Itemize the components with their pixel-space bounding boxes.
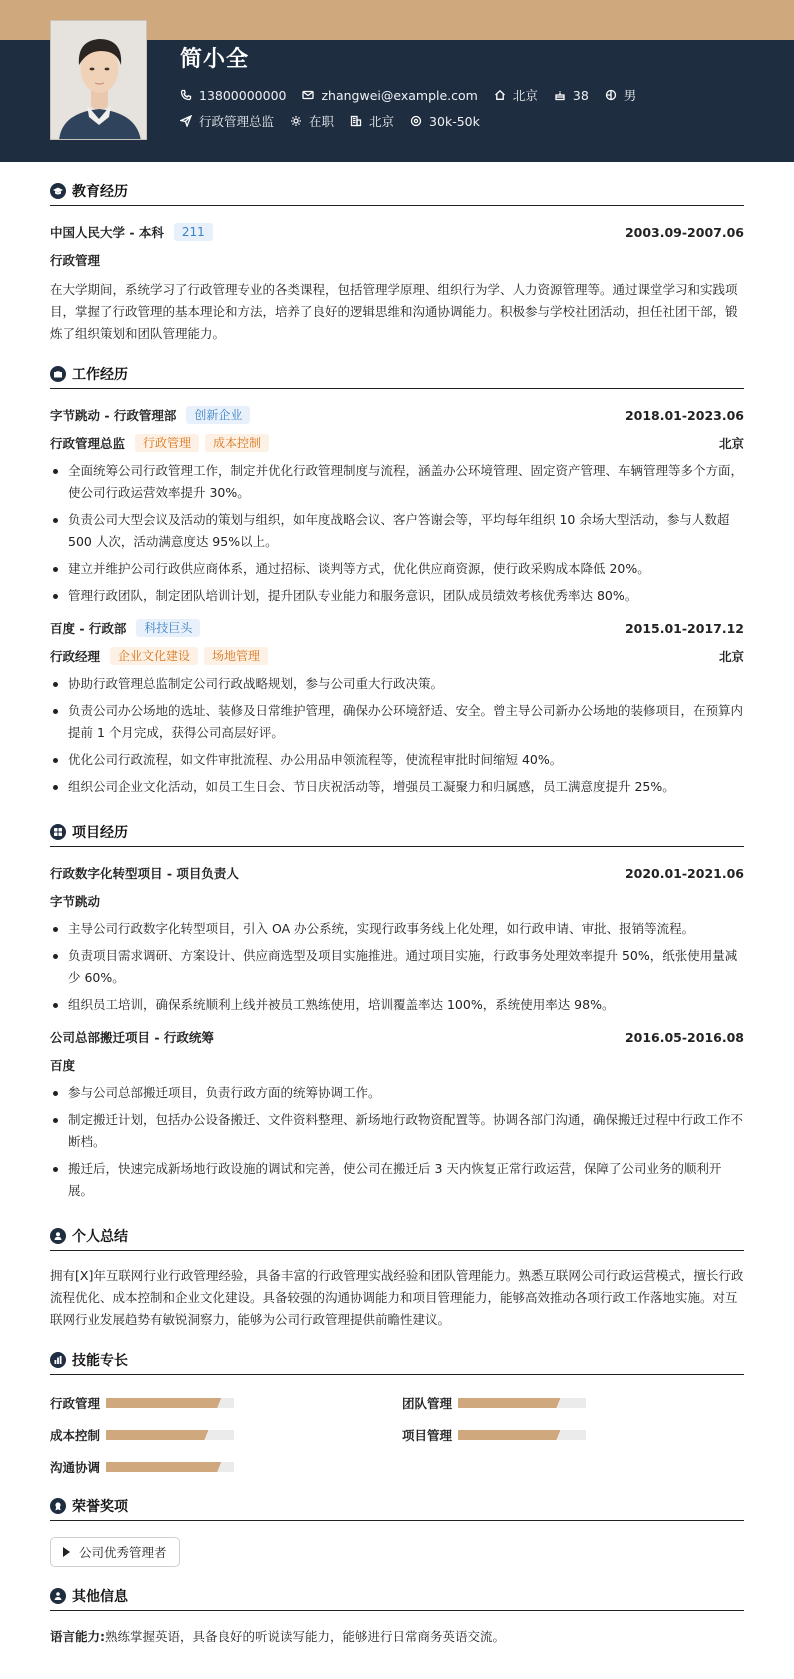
user-icon xyxy=(50,1228,66,1244)
skill-item: 沟通协调 xyxy=(50,1457,402,1477)
skill-item: 行政管理 xyxy=(50,1393,402,1413)
project-entry-1 xyxy=(50,1028,744,1202)
project-org: 字节跳动 xyxy=(50,894,101,909)
skill-bar-fill xyxy=(106,1462,221,1472)
city-text: 北京 xyxy=(512,88,538,103)
project-bullets xyxy=(50,1082,744,1202)
school-tag: 211 xyxy=(174,223,213,241)
list-item: 组织员工培训，确保系统顺利上线并被员工熟练使用，培训覆盖率达 100%，系统使用率达 98%。 xyxy=(50,994,744,1016)
company-name: 百度 - 行政部 xyxy=(50,621,127,636)
other-section-title: 其他信息 xyxy=(50,1567,744,1611)
send-icon xyxy=(180,115,192,127)
list-item: 搬迁后，快速完成新场地行政设施的调试和完善，使公司在搬迁后 3 天内恢复正常行政运营，保障了公司业务的顺利开展。 xyxy=(50,1158,744,1202)
list-item: 优化公司行政流程，如文件审批流程、办公用品申领流程等，使流程审批时间缩短 40%。 xyxy=(50,749,744,771)
list-item: 管理行政团队，制定团队培训计划，提升团队专业能力和服务意识，团队成员绩效考核优秀率达 80%。 xyxy=(50,585,744,607)
summary-text: 拥有[X]年互联网行业行政管理经验，具备丰富的行政管理实战经验和团队管理能力。熟悉互联网公司行政运营模式，擅长行政流程优化、成本控制和企业文化建设。具备较强的沟通协调能力和项目管理能力，能够高效推动各项行政工作落地实施。对互联网行业发展趋势有敏锐洞察力，能够为公司行政管理提供前瞻性建议。 xyxy=(50,1268,744,1327)
skill-bar-fill xyxy=(106,1398,221,1408)
salary-text: 30k-50k xyxy=(429,113,480,129)
gender-text: 男 xyxy=(623,88,637,103)
mail-icon xyxy=(302,89,314,101)
company-name: 字节跳动 - 行政管理部 xyxy=(50,408,177,423)
project-title: 公司总部搬迁项目 - 行政统筹 xyxy=(50,1030,214,1045)
project-entry-0 xyxy=(50,864,744,1016)
home-icon xyxy=(494,89,506,101)
phone-item xyxy=(180,88,286,103)
language-label: 语言能力: xyxy=(50,1629,105,1644)
work-entry-1 xyxy=(50,619,744,798)
work-location: 北京 xyxy=(718,649,744,664)
city-item xyxy=(494,86,538,104)
target-position-text: 行政管理总监 xyxy=(199,114,275,129)
education-date: 2003.09-2007.06 xyxy=(624,224,744,240)
language-value: 熟练掌握英语，具备良好的听说读写能力，能够进行日常商务英语交流。 xyxy=(105,1629,506,1644)
coin-icon xyxy=(410,115,422,127)
briefcase-icon xyxy=(50,366,66,382)
user-circle-icon xyxy=(605,89,617,101)
job-role: 行政经理 xyxy=(50,649,101,664)
job-role: 行政管理总监 xyxy=(50,436,126,451)
work-date: 2018.01-2023.06 xyxy=(624,407,744,423)
company-tag: 科技巨头 xyxy=(136,619,200,637)
phone-icon xyxy=(180,89,192,101)
project-title: 行政数字化转型项目 - 项目负责人 xyxy=(50,866,239,881)
skill-bar xyxy=(458,1398,586,1408)
work-date: 2015.01-2017.12 xyxy=(624,620,744,636)
school-name: 中国人民大学 - 本科 xyxy=(50,225,164,240)
list-item: 组织公司企业文化活动，如员工生日会、节日庆祝活动等，增强员工凝聚力和归属感，员工满意度提升 25%。 xyxy=(50,776,744,798)
project-date: 2020.01-2021.06 xyxy=(624,865,744,881)
list-item: 负责公司办公场地的选址、装修及日常维护管理，确保办公环境舒适、安全。曾主导公司新办公场地的装修项目，在预算内提前 1 个月完成，获得公司高层好评。 xyxy=(50,700,744,744)
candidate-name: 简小全 xyxy=(180,47,250,72)
skill-bar xyxy=(106,1462,234,1472)
building-icon xyxy=(350,115,362,127)
skill-bar-fill xyxy=(106,1430,208,1440)
company-tag: 创新企业 xyxy=(186,406,250,424)
language-ability xyxy=(50,1627,744,1645)
salary-item xyxy=(410,114,480,129)
award-icon xyxy=(50,1498,66,1514)
info-icon xyxy=(50,1588,66,1604)
work-bullets xyxy=(50,673,744,798)
contact-row xyxy=(180,86,652,104)
role-tag: 场地管理 xyxy=(204,647,268,665)
project-bullets xyxy=(50,918,744,1016)
education-major-row xyxy=(50,251,744,269)
gear-icon xyxy=(290,115,302,127)
age-item xyxy=(554,88,589,103)
play-triangle-icon xyxy=(63,1547,70,1557)
list-item: 负责项目需求调研、方案设计、供应商选型及项目实施推进。通过项目实施，行政事务处理效率提升 50%，纸张使用量减少 60%。 xyxy=(50,945,744,989)
work-section-title: 工作经历 xyxy=(50,345,744,389)
resume-header xyxy=(0,40,794,162)
role-tag: 企业文化建设 xyxy=(110,647,198,665)
education-entry-head xyxy=(50,223,744,241)
target-city-text: 北京 xyxy=(369,114,395,129)
skill-bar-fill xyxy=(458,1398,560,1408)
graduation-cap-icon xyxy=(50,183,66,199)
email-item xyxy=(302,88,477,103)
education-major: 行政管理 xyxy=(50,253,101,268)
profile-photo xyxy=(50,20,147,140)
list-item: 制定搬迁计划，包括办公设备搬迁、文件资料整理、新场地行政物资配置等。协调各部门沟通，确保搬迁过程中行政工作不断档。 xyxy=(50,1109,744,1153)
skill-item: 项目管理 xyxy=(402,1425,744,1445)
education-section-title: 教育经历 xyxy=(50,162,744,206)
awards-section-title: 荣誉奖项 xyxy=(50,1477,744,1521)
education-description: 在大学期间，系统学习了行政管理专业的各类课程，包括管理学原理、组织行为学、人力资源管理等。通过课堂学习和实践项目，掌握了行政管理的基本理论和方法，培养了良好的逻辑思维和沟通协调能力。积极参与学校社团活动，担任社团干部，锻炼了组织策划和团队管理能力。 xyxy=(50,282,738,341)
award-label: 公司优秀管理者 xyxy=(79,1545,167,1560)
skills-section-title: 技能专长 xyxy=(50,1331,744,1375)
project-org: 百度 xyxy=(50,1058,76,1073)
resume-body xyxy=(50,162,744,1645)
skill-bar xyxy=(106,1430,234,1440)
list-item: 全面统筹公司行政管理工作，制定并优化行政管理制度与流程，涵盖办公环境管理、固定资产管理、车辆管理等多个方面，使公司行政运营效率提升 30%。 xyxy=(50,460,744,504)
target-city-item xyxy=(350,112,394,130)
email-text: zhangwei@example.com xyxy=(321,87,478,103)
skill-item: 成本控制 xyxy=(50,1425,402,1445)
project-date: 2016.05-2016.08 xyxy=(624,1029,744,1045)
list-item: 协助行政管理总监制定公司行政战略规划，参与公司重大行政决策。 xyxy=(50,673,744,695)
summary-section-title: 个人总结 xyxy=(50,1207,744,1251)
skill-item: 团队管理 xyxy=(402,1393,744,1413)
skill-bar xyxy=(106,1398,234,1408)
skills-grid xyxy=(50,1393,744,1477)
job-intent-row xyxy=(180,112,496,130)
phone-text: 13800000000 xyxy=(199,87,287,103)
bar-chart-icon xyxy=(50,1352,66,1368)
status-item xyxy=(290,112,334,130)
work-location: 北京 xyxy=(718,436,744,451)
list-item: 建立并维护公司行政供应商体系，通过招标、谈判等方式，优化供应商资源，使行政采购成本降低 20%。 xyxy=(50,558,744,580)
work-bullets xyxy=(50,460,744,607)
list-item: 负责公司大型会议及活动的策划与组织，如年度战略会议、客户答谢会等，平均每年组织 10 余场大型活动，参与人数超 500 人次，活动满意度达 95%以上。 xyxy=(50,509,744,553)
role-tag: 行政管理 xyxy=(135,434,199,452)
work-entry-0 xyxy=(50,406,744,607)
list-item: 主导公司行政数字化转型项目，引入 OA 办公系统，实现行政事务线上化处理，如行政申请、审批、报销等流程。 xyxy=(50,918,744,940)
target-position-item xyxy=(180,112,274,130)
role-tag: 成本控制 xyxy=(205,434,269,452)
skill-bar-fill xyxy=(458,1430,560,1440)
cake-icon xyxy=(554,89,566,101)
grid-icon xyxy=(50,824,66,840)
status-text: 在职 xyxy=(309,114,335,129)
list-item: 参与公司总部搬迁项目，负责行政方面的统筹协调工作。 xyxy=(50,1082,744,1104)
projects-section-title: 项目经历 xyxy=(50,803,744,847)
age-text: 38 xyxy=(572,87,589,103)
skill-bar xyxy=(458,1430,586,1440)
award-chip xyxy=(50,1537,180,1567)
gender-item xyxy=(605,86,637,104)
